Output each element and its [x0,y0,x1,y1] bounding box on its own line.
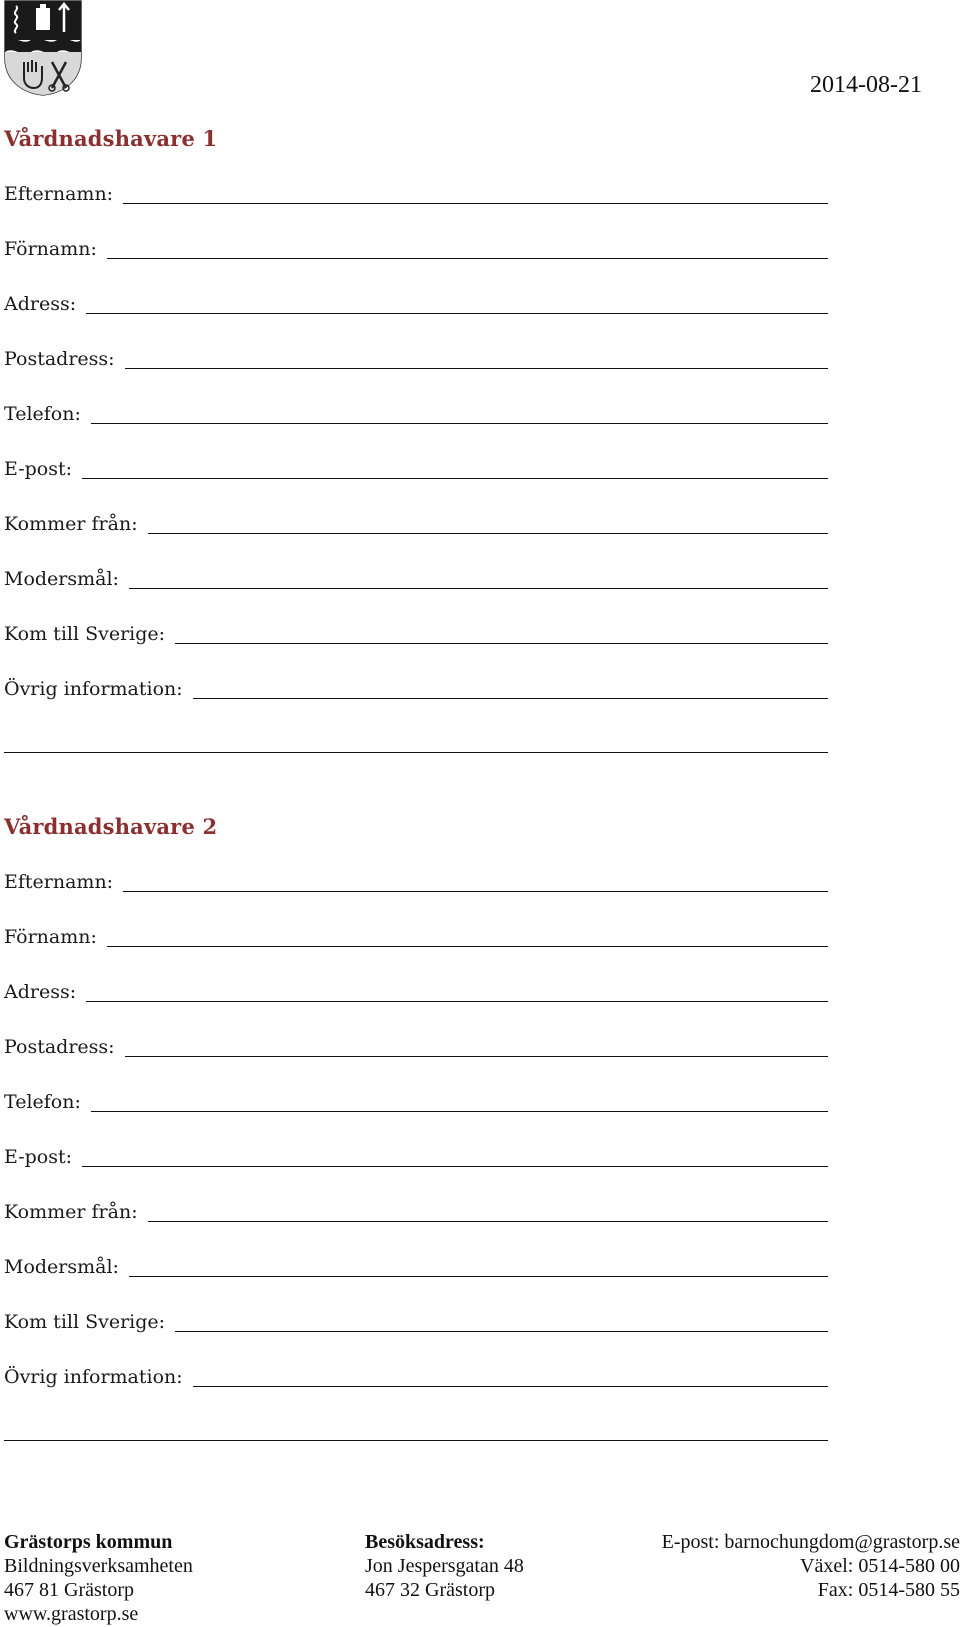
field-row-other-info [4,1361,828,1391]
municipality-coat-of-arms-logo [4,0,82,96]
field-row-postal-address [4,1031,828,1061]
field-label: Telefon: [4,403,81,425]
field-label: Förnamn: [4,926,97,948]
field-row-address [4,976,828,1006]
postal-address-input-line[interactable] [125,1056,828,1057]
footer-email[interactable]: E-post: barnochungdom@grastorp.se [661,1531,960,1553]
field-label: E-post: [4,458,73,480]
address-input-line[interactable] [86,313,828,314]
footer-visiting-address [365,1530,524,1602]
field-label: Telefon: [4,1091,81,1113]
field-label: Kommer från: [4,513,138,535]
field-row-address [4,288,828,318]
field-row-arrival-sweden [4,618,828,648]
field-label: Kom till Sverige: [4,623,166,645]
mother-tongue-input-line[interactable] [129,1276,828,1277]
section-heading: Vårdnadshavare 2 [4,814,218,839]
arrival-sweden-input-line[interactable] [175,643,828,644]
arrival-sweden-input-line[interactable] [175,1331,828,1332]
footer-street-address: Jon Jespersgatan 48 [365,1555,524,1577]
field-row-phone [4,398,828,428]
field-label: Modersmål: [4,1256,119,1278]
field-row-first-name [4,233,828,263]
field-label: Postadress: [4,1036,115,1058]
field-label: E-post: [4,1146,73,1168]
other-info-extra-line[interactable] [4,1440,828,1441]
footer-visiting-postal: 467 32 Grästorp [365,1579,495,1601]
postal-address-input-line[interactable] [125,368,828,369]
field-label: Efternamn: [4,183,114,205]
origin-input-line[interactable] [148,533,828,534]
first-name-input-line[interactable] [107,258,828,259]
field-row-mother-tongue [4,563,828,593]
field-label: Övrig information: [4,1366,183,1388]
phone-input-line[interactable] [91,423,828,424]
field-row-surname [4,178,828,208]
phone-input-line[interactable] [91,1111,828,1112]
field-label: Modersmål: [4,568,119,590]
other-info-input-line[interactable] [193,1386,828,1387]
footer-municipality-name: Grästorps kommun [4,1531,173,1553]
other-info-input-line[interactable] [193,698,828,699]
field-label: Efternamn: [4,871,114,893]
footer-contact [662,1530,960,1602]
footer-department: Bildningsverksamheten [4,1555,193,1577]
footer-switchboard-phone: Växel: 0514-580 00 [800,1555,960,1577]
footer-fax: Fax: 0514-580 55 [817,1579,960,1601]
field-label: Övrig information: [4,678,183,700]
section-heading: Vårdnadshavare 1 [4,126,218,151]
field-label: Förnamn: [4,238,97,260]
field-row-surname [4,866,828,896]
field-label: Kom till Sverige: [4,1311,166,1333]
field-label: Postadress: [4,348,115,370]
field-label: Adress: [4,981,77,1003]
field-row-arrival-sweden [4,1306,828,1336]
footer-website-link[interactable]: www.grastorp.se [4,1603,139,1625]
other-info-extra-line[interactable] [4,752,828,753]
field-row-first-name [4,921,828,951]
footer-postal-address: 467 81 Grästorp [4,1579,134,1601]
field-label: Kommer från: [4,1201,138,1223]
field-row-origin [4,508,828,538]
origin-input-line[interactable] [148,1221,828,1222]
document-date: 2014-08-21 [810,72,922,98]
field-row-email [4,1141,828,1171]
address-input-line[interactable] [86,1001,828,1002]
first-name-input-line[interactable] [107,946,828,947]
email-input-line[interactable] [82,1166,828,1167]
field-row-email [4,453,828,483]
surname-input-line[interactable] [123,203,828,204]
email-input-line[interactable] [82,478,828,479]
field-row-postal-address [4,343,828,373]
footer-visiting-address-label: Besöksadress: [365,1531,485,1553]
footer-organisation [4,1530,193,1626]
mother-tongue-input-line[interactable] [129,588,828,589]
field-label: Adress: [4,293,77,315]
field-row-phone [4,1086,828,1116]
field-row-origin [4,1196,828,1226]
surname-input-line[interactable] [123,891,828,892]
field-row-mother-tongue [4,1251,828,1281]
field-row-other-info [4,673,828,703]
